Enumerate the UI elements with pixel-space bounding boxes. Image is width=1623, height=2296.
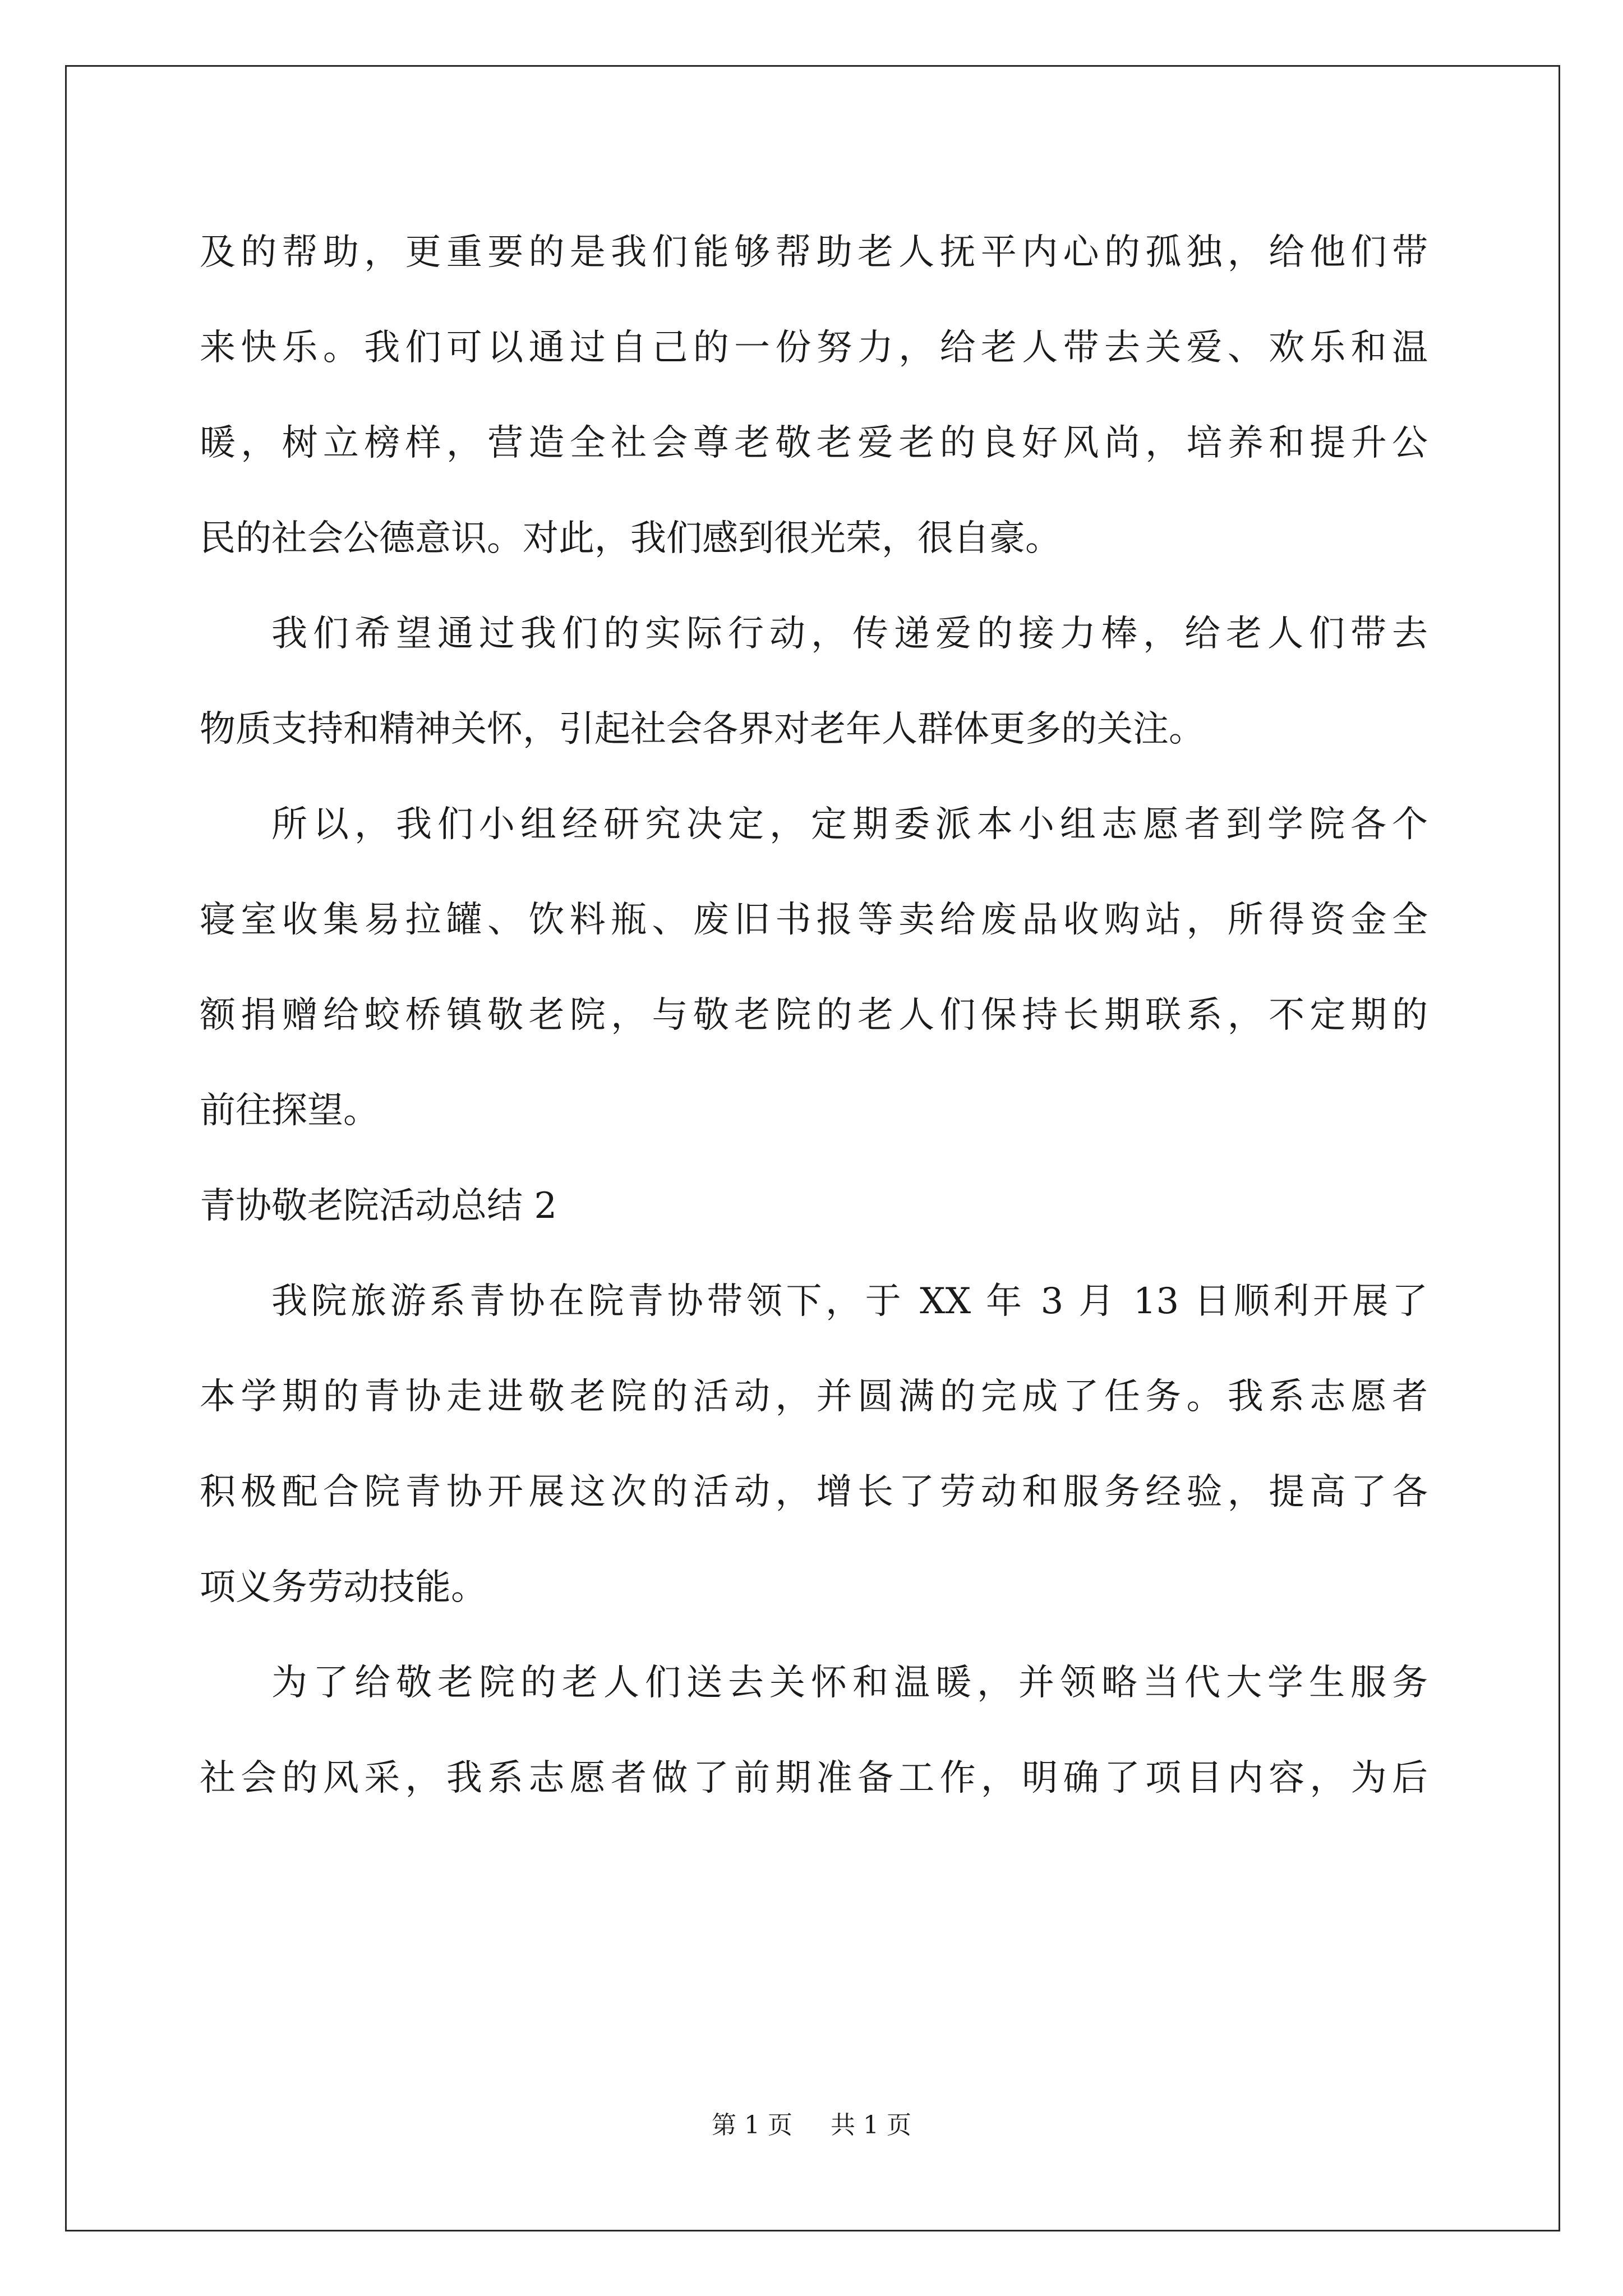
text-line: 所以，我们小组经研究决定，定期委派本小组志愿者到学院各个: [271, 804, 1428, 845]
text-line: 我院旅游系青协在院青协带领下，于 XX 年 3 月 13 日顺利开展了: [271, 1281, 1428, 1322]
text-line: 我们希望通过我们的实际行动，传递爱的接力棒，给老人们带去: [271, 613, 1428, 655]
text-line: 前往探望。: [200, 1090, 379, 1131]
section-heading: 青协敬老院活动总结 2: [200, 1185, 557, 1227]
text-line: 及的帮助，更重要的是我们能够帮助老人抚平内心的孤独，给他们带: [200, 232, 1428, 273]
text-line: 本学期的青协走进敬老院的活动，并圆满的完成了任务。我系志愿者: [200, 1376, 1428, 1418]
paragraph: [200, 224, 1428, 606]
text-line: 寝室收集易拉罐、饮料瓶、废旧书报等卖给废品收购站，所得资金全: [200, 899, 1428, 941]
document-body: [200, 224, 1428, 1846]
paragraph: [200, 1273, 1428, 1655]
paragraph: [200, 797, 1428, 1178]
paragraph: [200, 606, 1428, 797]
text-line: 物质支持和精神关怀，引起社会各界对老年人群体更多的关注。: [200, 708, 1205, 750]
page-number: 第 1 页: [712, 2111, 792, 2139]
text-line: 项义务劳动技能。: [200, 1567, 487, 1608]
text-line: 民的社会公德意识。对此，我们感到很光荣，很自豪。: [200, 518, 1061, 559]
text-line: 为了给敬老院的老人们送去关怀和温暖，并领略当代大学生服务: [271, 1662, 1428, 1704]
text-line: 社会的风采，我系志愿者做了前期准备工作，明确了项目内容，为后: [200, 1757, 1428, 1799]
paragraph: [200, 1655, 1428, 1846]
text-line: 来快乐。我们可以通过自己的一份努力，给老人带去关爱、欢乐和温: [200, 327, 1428, 369]
text-line: 额捐赠给蛟桥镇敬老院，与敬老院的老人们保持长期联系，不定期的: [200, 995, 1428, 1036]
text-line: 积极配合院青协开展这次的活动，增长了劳动和服务经验，提高了各: [200, 1471, 1428, 1513]
text-line: 暖，树立榜样，营造全社会尊老敬老爱老的良好风尚，培养和提升公: [200, 422, 1428, 464]
page-total: 共 1 页: [831, 2111, 911, 2139]
page-footer: [0, 2105, 1623, 2141]
